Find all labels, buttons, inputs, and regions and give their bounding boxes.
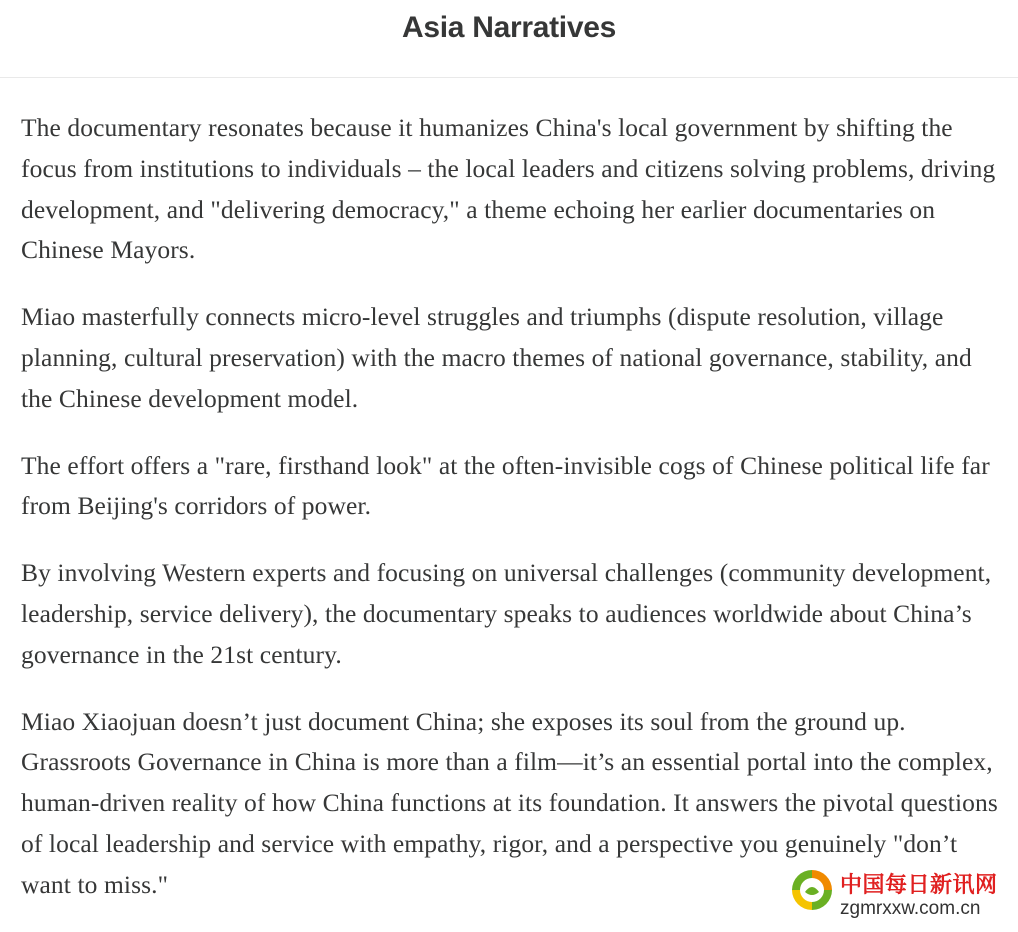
site-header xyxy=(0,0,1018,78)
watermark-url: zgmrxxw.com.cn xyxy=(840,898,981,919)
swirl-logo-icon xyxy=(788,866,836,914)
article-paragraph: The documentary resonates because it humanizes China's local government by shifting the focus from institutions to individuals – the local leaders and citizens solving problems, driving development, and "delivering democracy," a theme echoing her earlier documentaries on Chinese Mayors. xyxy=(21,113,996,265)
watermark-site-name: 中国每日新讯网 xyxy=(840,873,998,898)
site-title[interactable]: Asia Narratives xyxy=(402,11,616,44)
article-paragraph: By involving Western experts and focusing on universal challenges (community development, leadership, service delivery), the documentary speaks to audiences worldwide about China’s governance in the 21st century. xyxy=(21,558,992,669)
article-paragraph: Miao masterfully connects micro-level struggles and triumphs (dispute resolution, village planning, cultural preservation) with the macro themes of national governance, stability, and the Chinese development model. xyxy=(21,302,972,413)
site-watermark xyxy=(788,866,1013,922)
article-body xyxy=(21,108,1001,932)
article-paragraph: Miao Xiaojuan doesn’t just document China; she exposes its soul from the ground up. Grassroots Governance in China is more than a film—it’s an essential portal into the complex, human-driven reality of how China functions at its foundation. It answers the pivotal questions of local leadership and service with empathy, rigor, and a perspective you genuinely "don’t want to miss." xyxy=(21,706,998,899)
article-paragraph: The effort offers a "rare, firsthand look" at the often-invisible cogs of Chinese political life far from Beijing's corridors of power. xyxy=(21,450,990,521)
